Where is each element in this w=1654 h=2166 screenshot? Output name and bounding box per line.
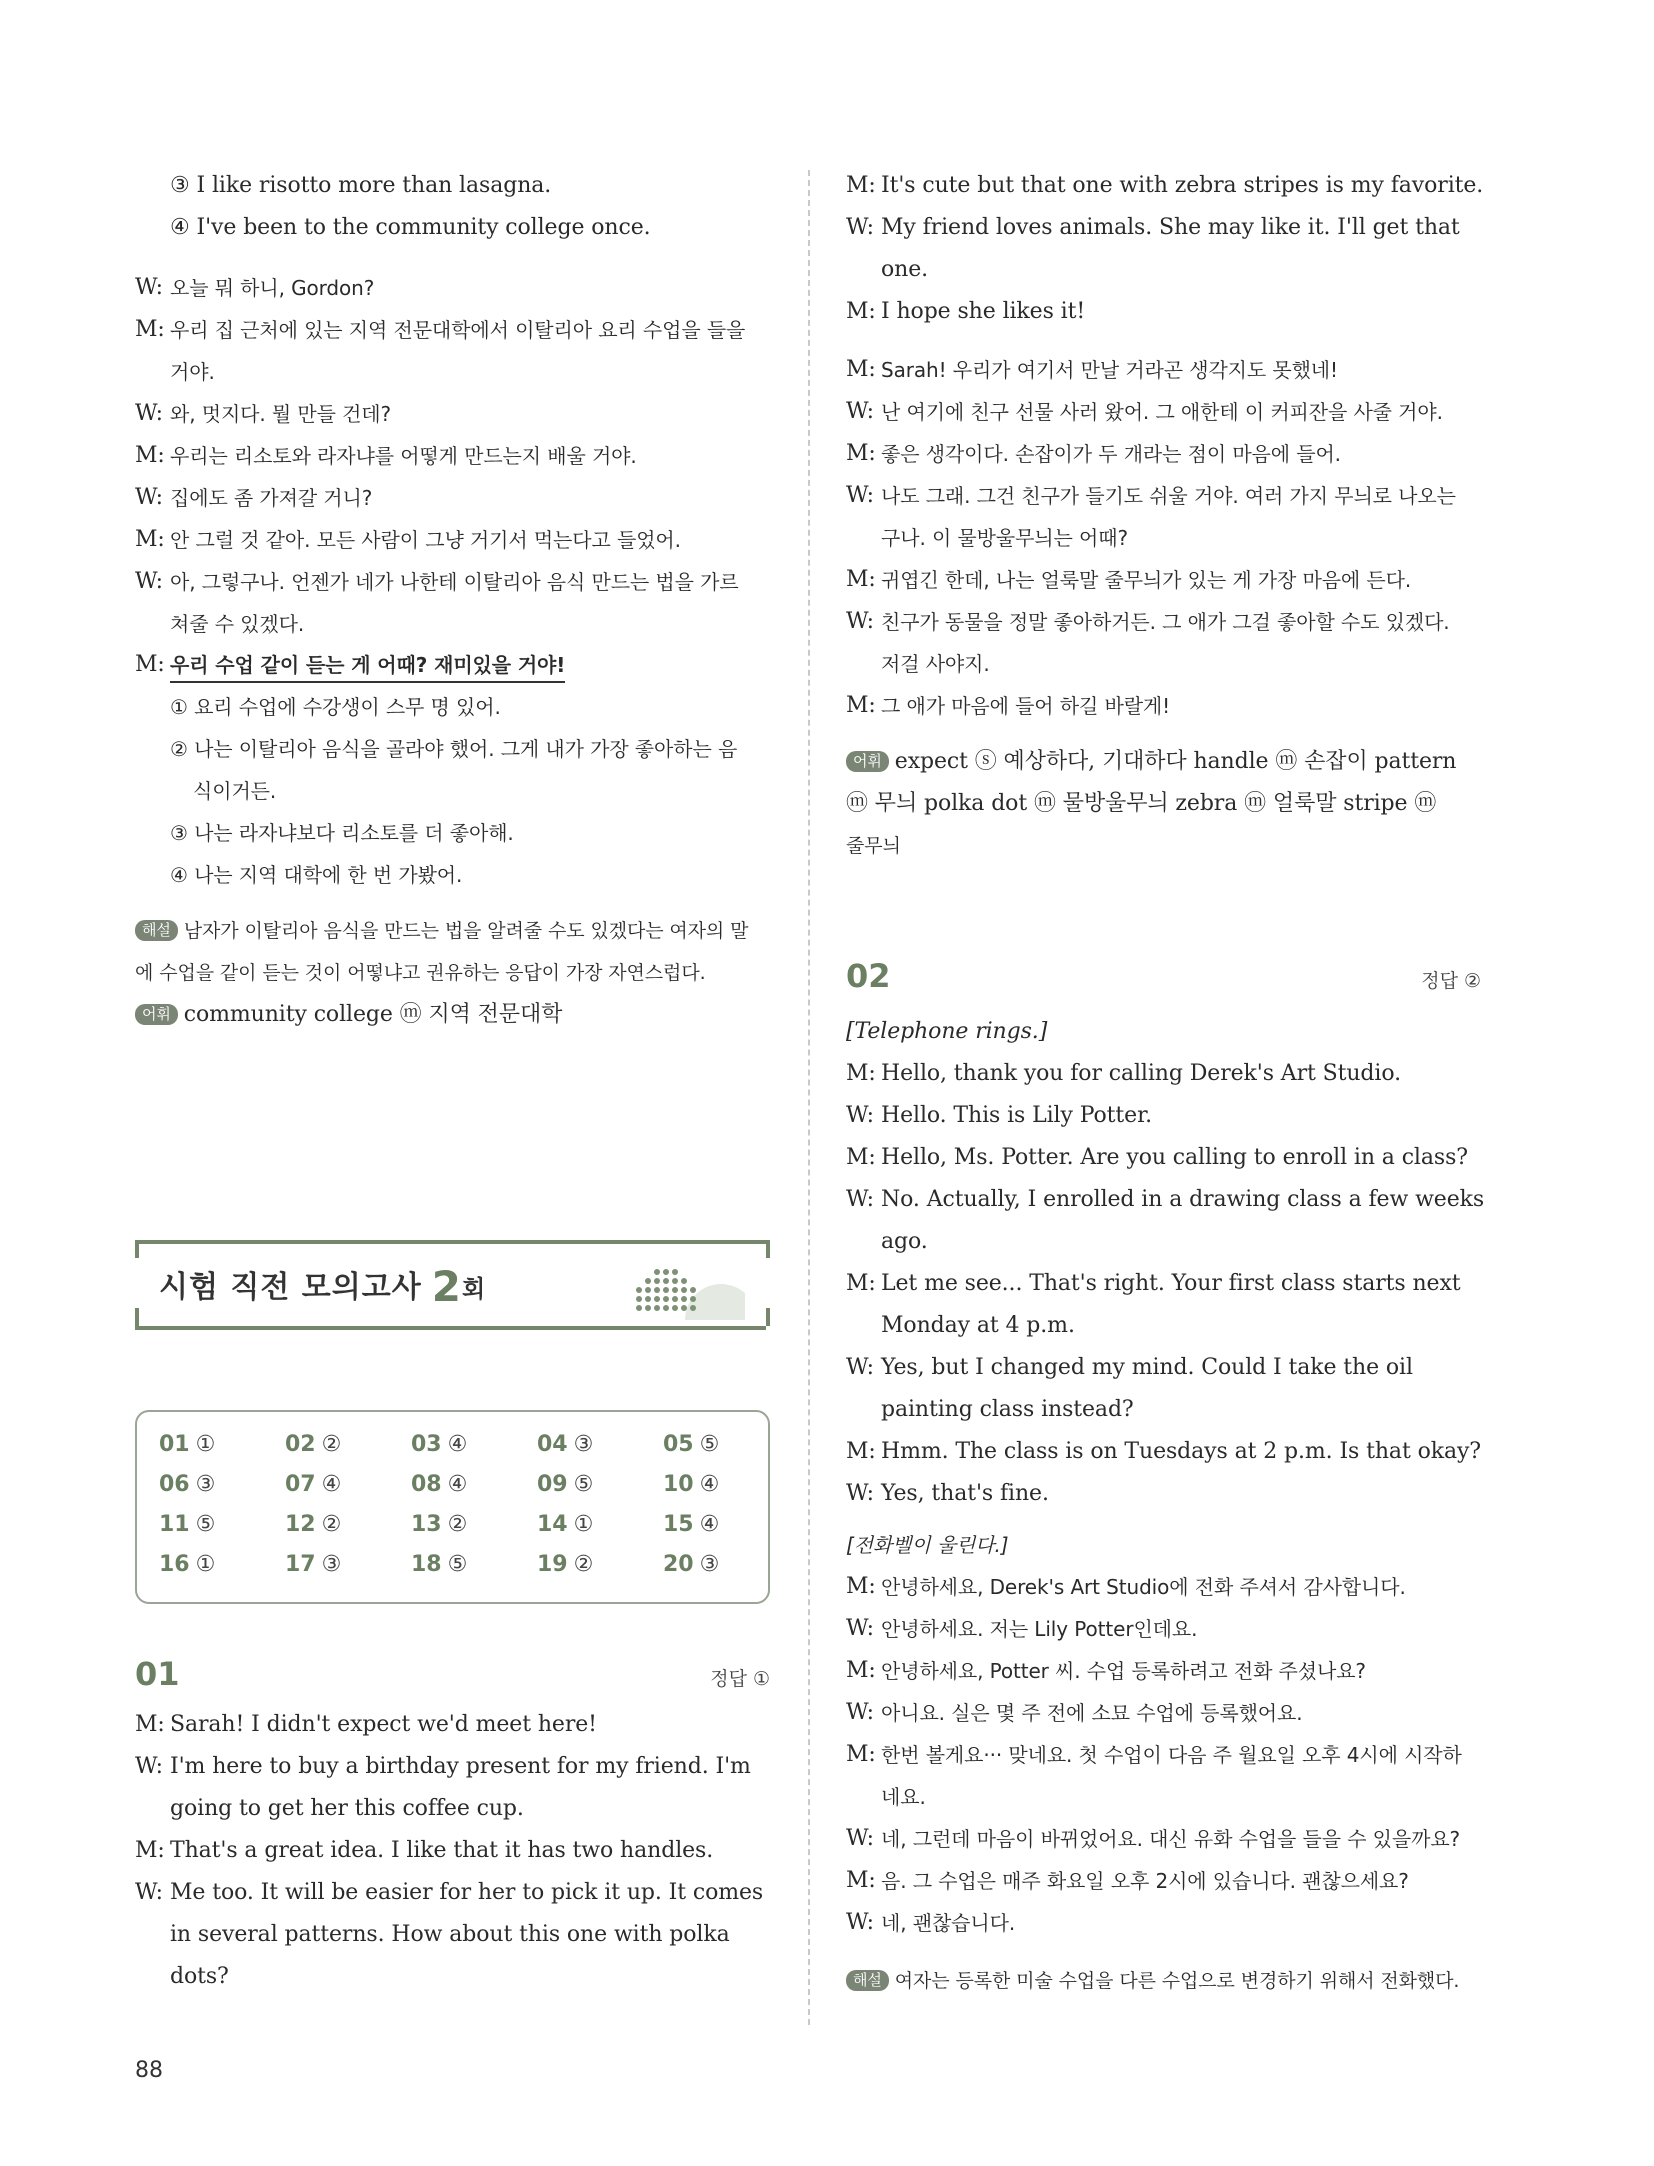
- dialogue-text: 귀엽긴 한데, 나는 얼룩말 줄무늬가 있는 게 가장 마음에 든다.: [881, 568, 1412, 592]
- dialogue-text: 구나. 이 물방울무늬는 어때?: [881, 526, 1128, 550]
- vocab: 어휘 community college ⓜ 지역 전문대학: [135, 1000, 770, 1030]
- speaker-label: M:: [135, 527, 165, 552]
- answer-cell: 04 ③: [537, 1432, 594, 1457]
- dialogue-text: 네, 그런데 마음이 바뀌었어요. 대신 유화 수업을 들을 수 있을까요?: [881, 1827, 1461, 1851]
- dialogue-text: 한번 볼게요··· 맞네요. 첫 수업이 다음 주 월요일 오후 4시에 시작하: [881, 1743, 1462, 1767]
- explanation: 해설 여자는 등록한 미술 수업을 다른 수업으로 변경하기 위해서 전화했다.: [846, 1966, 1481, 1996]
- dots-decoration-icon: [625, 1266, 745, 1320]
- vocab-badge: 어휘: [846, 751, 889, 772]
- dialogue-text: 좋은 생각이다. 손잡이가 두 개라는 점이 마음에 들어.: [881, 442, 1341, 466]
- speaker-label: W:: [135, 401, 163, 426]
- stage-direction-korean: [전화벨이 울린다.]: [846, 1533, 1009, 1557]
- speaker-label: M:: [846, 299, 876, 324]
- speaker-label: W:: [846, 399, 874, 424]
- answer-cell: 05 ⑤: [663, 1432, 720, 1457]
- answer-cell: 10 ④: [663, 1472, 720, 1497]
- speaker-label: M:: [846, 1742, 876, 1767]
- dialogue-text: in several patterns. How about this one with polka: [170, 1922, 730, 1947]
- dialogue-text: 네요.: [881, 1785, 926, 1809]
- answer-label: 정답 ①: [710, 1668, 770, 1690]
- speaker-label: M:: [846, 173, 876, 198]
- answer-cell: 06 ③: [159, 1472, 216, 1497]
- dialogue-text: 집에도 좀 가져갈 거니?: [170, 486, 373, 510]
- speaker-label: M:: [846, 441, 876, 466]
- answer-label: 정답 ②: [1421, 970, 1481, 992]
- answer-cell: 11 ⑤: [159, 1512, 216, 1537]
- speaker-label: W:: [846, 1187, 874, 1212]
- speaker-label: W:: [846, 1826, 874, 1851]
- dialogue-text: 오늘 뭐 하니, Gordon?: [170, 276, 375, 300]
- dialogue-text: ago.: [881, 1229, 928, 1254]
- speaker-label: W:: [846, 1103, 874, 1128]
- dialogue-text: dots?: [170, 1964, 229, 1989]
- speaker-label: M:: [135, 317, 165, 342]
- dialogue-text: 아니요. 실은 몇 주 전에 소묘 수업에 등록했어요.: [881, 1701, 1303, 1725]
- answer-cell: 20 ③: [663, 1552, 720, 1577]
- dialogue-text: Let me see... That's right. Your first class starts next: [881, 1271, 1461, 1296]
- speaker-label: W:: [846, 1616, 874, 1641]
- dialogue-text: 안녕하세요. 저는 Lily Potter인데요.: [881, 1617, 1198, 1641]
- speaker-label: M:: [846, 1061, 876, 1086]
- option-line: ④ I've been to the community college once.: [170, 215, 651, 240]
- dialogue-text: 거야.: [170, 360, 215, 384]
- korean-option-cont: 식이거든.: [193, 779, 277, 803]
- speaker-label: W:: [846, 215, 874, 240]
- answer-cell: 13 ②: [411, 1512, 468, 1537]
- speaker-label: M:: [846, 1439, 876, 1464]
- dialogue-text: 와, 멋지다. 뭘 만들 건데?: [170, 402, 392, 426]
- dialogue-text: going to get her this coffee cup.: [170, 1796, 524, 1821]
- dialogue-text: Sarah! 우리가 여기서 만날 거라곤 생각지도 못했네!: [881, 358, 1338, 382]
- dialogue-text: I hope she likes it!: [881, 299, 1086, 324]
- dialogue-text: 음. 그 수업은 매주 화요일 오후 2시에 있습니다. 괜찮으세요?: [881, 1869, 1409, 1893]
- speaker-label: W:: [846, 483, 874, 508]
- speaker-label: W:: [135, 275, 163, 300]
- section-title-box: [135, 1240, 770, 1326]
- dialogue-text: 우리 집 근처에 있는 지역 전문대학에서 이탈리아 요리 수업을 들을: [170, 318, 746, 342]
- column-divider: [808, 170, 810, 2025]
- answer-cell: 03 ④: [411, 1432, 468, 1457]
- answer-cell: 15 ④: [663, 1512, 720, 1537]
- dialogue-text: That's a great idea. I like that it has two handles.: [170, 1838, 714, 1863]
- dialogue-text: Hello, thank you for calling Derek's Art Studio.: [881, 1061, 1401, 1086]
- dialogue-text: 나도 그래. 그건 친구가 들기도 쉬울 거야. 여러 가지 무늬로 나오는: [881, 484, 1456, 508]
- dialogue-text: 그 애가 마음에 들어 하길 바랄게!: [881, 694, 1171, 718]
- answer-cell: 17 ③: [285, 1552, 342, 1577]
- explanation: 해설 남자가 이탈리아 음식을 만드는 법을 알려줄 수도 있겠다는 여자의 말: [135, 916, 770, 946]
- speaker-label: W:: [846, 1355, 874, 1380]
- stage-direction: [Telephone rings.]: [846, 1019, 1048, 1044]
- dialogue-text: 안녕하세요, Potter 씨. 수업 등록하려고 전화 주셨나요?: [881, 1659, 1366, 1683]
- korean-option: ④ 나는 지역 대학에 한 번 가봤어.: [170, 863, 463, 887]
- speaker-label: M:: [135, 1712, 165, 1737]
- dialogue-text: 친구가 동물을 정말 좋아하거든. 그 애가 그걸 좋아할 수도 있겠다.: [881, 610, 1450, 634]
- dialogue-text: Monday at 4 p.m.: [881, 1313, 1075, 1338]
- dialogue-text: 안녕하세요, Derek's Art Studio에 전화 주셔서 감사합니다.: [881, 1575, 1406, 1599]
- question-number: 02: [846, 957, 891, 995]
- vocab: 어휘 expect ⓢ 예상하다, 기대하다 handle ⓜ 손잡이 pattern: [846, 747, 1481, 777]
- speaker-label: W:: [135, 1880, 163, 1905]
- speaker-label: M:: [846, 693, 876, 718]
- answer-cell: 14 ①: [537, 1512, 594, 1537]
- dialogue-text: Hello. This is Lily Potter.: [881, 1103, 1152, 1128]
- answer-cell: 18 ⑤: [411, 1552, 468, 1577]
- speaker-label: W:: [846, 1700, 874, 1725]
- explanation-cont: 에 수업을 같이 듣는 것이 어떻냐고 권유하는 응답이 가장 자연스럽다.: [135, 962, 706, 984]
- speaker-label: M:: [846, 567, 876, 592]
- speaker-label: M:: [846, 1574, 876, 1599]
- answer-cell: 09 ⑤: [537, 1472, 594, 1497]
- speaker-label: M:: [846, 1658, 876, 1683]
- speaker-label: M:: [135, 443, 165, 468]
- answer-cell: 08 ④: [411, 1472, 468, 1497]
- answer-cell: 19 ②: [537, 1552, 594, 1577]
- speaker-label: M:: [135, 1838, 165, 1863]
- dialogue-text: No. Actually, I enrolled in a drawing class a few weeks: [881, 1187, 1485, 1212]
- answer-cell: 07 ④: [285, 1472, 342, 1497]
- speaker-label: M:: [846, 1271, 876, 1296]
- dialogue-text: Hmm. The class is on Tuesdays at 2 p.m. Is that okay?: [881, 1439, 1482, 1464]
- dialogue-text: 우리는 리소토와 라자냐를 어떻게 만드는지 배울 거야.: [170, 444, 637, 468]
- speaker-label: W:: [846, 1481, 874, 1506]
- question-number: 01: [135, 1655, 180, 1693]
- dialogue-text: Yes, that's fine.: [881, 1481, 1049, 1506]
- speaker-label: M:: [846, 1145, 876, 1170]
- vocab-cont: ⓜ 무늬 polka dot ⓜ 물방울무늬 zebra ⓜ 얼룩말 stripe ⓜ: [846, 791, 1437, 816]
- section-title: 시험 직전 모의고사 2회: [159, 1262, 487, 1311]
- dialogue-text: I'm here to buy a birthday present for my friend. I'm: [170, 1754, 751, 1779]
- dialogue-text: Yes, but I changed my mind. Could I take the oil: [881, 1355, 1413, 1380]
- speaker-label: M:: [846, 1868, 876, 1893]
- speaker-label: W:: [846, 1910, 874, 1935]
- dialogue-text: 네, 괜찮습니다.: [881, 1911, 1016, 1935]
- dialogue-text: Me too. It will be easier for her to pick it up. It comes: [170, 1880, 764, 1905]
- dialogue-text: 안 그럴 것 같아. 모든 사람이 그냥 거기서 먹는다고 들었어.: [170, 528, 681, 552]
- speaker-label: W:: [846, 609, 874, 634]
- explanation-badge: 해설: [846, 1970, 889, 1991]
- speaker-label: M:: [846, 357, 876, 382]
- explanation-badge: 해설: [135, 920, 178, 941]
- speaker-label: W:: [135, 1754, 163, 1779]
- answer-grid: [135, 1410, 770, 1604]
- korean-option: ① 요리 수업에 수강생이 스무 명 있어.: [170, 695, 501, 719]
- speaker-label: W:: [135, 485, 163, 510]
- dialogue-text: Hello, Ms. Potter. Are you calling to enroll in a class?: [881, 1145, 1468, 1170]
- dialogue-text: My friend loves animals. She may like it. I'll get that: [881, 215, 1460, 240]
- dialogue-text: It's cute but that one with zebra stripes is my favorite.: [881, 173, 1484, 198]
- answer-cell: 12 ②: [285, 1512, 342, 1537]
- dialogue-text: 아, 그렇구나. 언젠가 네가 나한테 이탈리아 음식 만드는 법을 가르: [170, 570, 739, 594]
- option-line: ③ I like risotto more than lasagna.: [170, 173, 552, 198]
- answer-cell: 16 ①: [159, 1552, 216, 1577]
- dialogue-text: 난 여기에 친구 선물 사러 왔어. 그 애한테 이 커피잔을 사줄 거야.: [881, 400, 1443, 424]
- answer-cell: 02 ②: [285, 1432, 342, 1457]
- answer-cell: 01 ①: [159, 1432, 216, 1457]
- dialogue-text: painting class instead?: [881, 1397, 1134, 1422]
- korean-option: ② 나는 이탈리아 음식을 골라야 했어. 그게 내가 가장 좋아하는 음: [170, 737, 738, 761]
- speaker-label: W:: [135, 569, 163, 594]
- vocab-badge: 어휘: [135, 1004, 178, 1025]
- dialogue-text: 저걸 사야지.: [881, 652, 990, 676]
- dialogue-text: 쳐줄 수 있겠다.: [170, 612, 305, 636]
- dialogue-text: Sarah! I didn't expect we'd meet here!: [170, 1712, 597, 1737]
- vocab-cont: 줄무늬: [846, 835, 901, 857]
- korean-option: ③ 나는 라자냐보다 리소토를 더 좋아해.: [170, 821, 514, 845]
- dialogue-text: one.: [881, 257, 929, 282]
- page-number: 88: [135, 2058, 163, 2083]
